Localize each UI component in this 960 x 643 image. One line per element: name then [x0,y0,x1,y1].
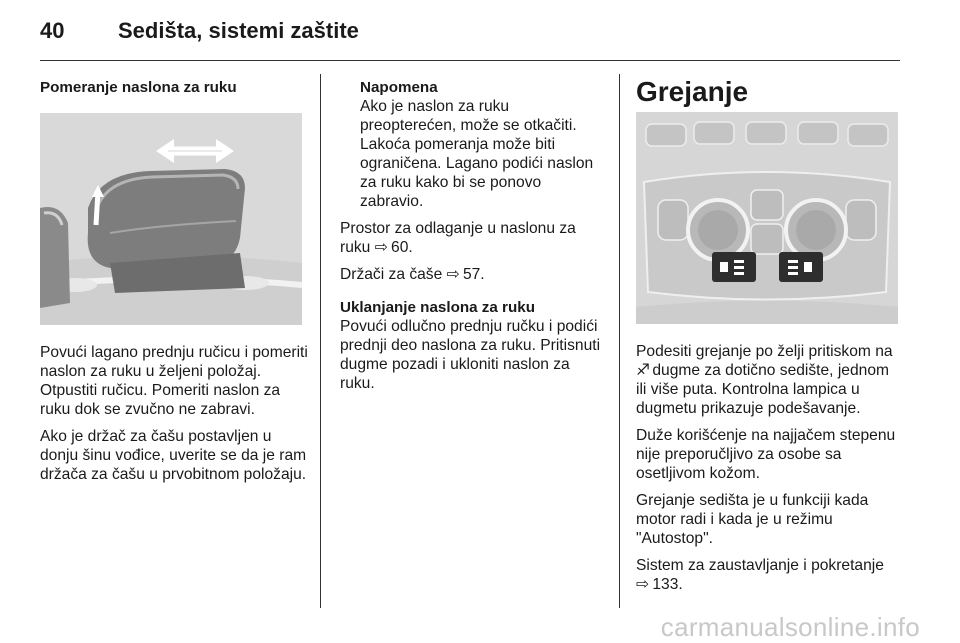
left-column [40,78,308,492]
page-title: Sedišta, sistemi zaštite [118,18,359,43]
storage-text: Prostor za odlaganje u naslonu za ruku [340,220,576,256]
heating-paragraph-3: Grejanje sedišta je u funkciji kada motor radi i kada je u režimu "Autostop". [636,492,869,547]
seat-heater-icon: ♐ [636,362,650,379]
reference-arrow-icon: ⇨ [636,576,650,593]
column-divider-1 [320,74,321,608]
cup-paragraph [340,265,606,284]
storage-paragraph [340,219,606,257]
armrest-illustration [40,113,302,325]
note-heading: Napomena [360,79,438,96]
reference-arrow-icon: ⇨ [374,239,388,256]
heating-text-4: Sistem za zaustavljanje i pokretanje [636,557,884,574]
right-column [636,76,902,602]
header-rule [40,60,900,61]
armrest-heading: Pomeranje naslona za ruku [40,79,237,96]
watermark: carmanualsonline.info [660,612,920,642]
heating-controls-figure [636,112,898,324]
heating-paragraph-2: Duže korišćenje na najjačem stepenu nije preporučljivo za osobe sa osetljivom kožom. [636,427,896,482]
page-header [40,18,359,44]
cup-ref: 57. [462,266,485,283]
note-text: Ako je naslon za ruku preopterećen, može se otkačiti. Lakoća pomeranja može biti ograničena. Lagano podići naslon za ruku kako bi se ponovo zabravio. [360,98,594,210]
heating-paragraph-4 [636,556,902,594]
heating-paragraph-1 [636,342,902,418]
column-divider-2 [619,74,620,608]
middle-column [340,78,606,401]
page-number: 40 [40,18,65,43]
left-paragraph-2: Ako je držač za čašu postavljen u donju šinu vođice, uverite se da je ram držača za čašu u prvobitnom položaju. [40,428,307,483]
cup-text: Držači za čaše [340,266,443,283]
heating-text-1b: dugme za dotično sedište, jednom ili više puta. Kontrolna lampica u dugmetu prikazuje podešavanje. [636,362,889,417]
removal-heading: Uklanjanje naslona za ruku [340,299,535,316]
heating-ref: 133. [652,576,683,593]
climate-panel-illustration [636,112,898,324]
reference-arrow-icon: ⇨ [446,266,460,283]
note-block [340,78,606,211]
armrest-figure [40,113,302,325]
left-paragraph-1: Povući lagano prednju ručicu i pomeriti naslon za ruku u željeni položaj. Otpustiti ručicu. Pomeriti naslon za ruku dok se zvučno ne zabravi. [40,344,308,418]
heating-heading: Grejanje [636,76,749,107]
storage-ref: 60. [391,239,413,256]
heating-text-1a: Podesiti grejanje po želji pritiskom na [636,343,893,360]
removal-text: Povući odlučno prednju ručku i podići prednji deo naslona za ruku. Pritisnuti dugme pozadi i ukloniti naslon za ruku. [340,318,601,392]
